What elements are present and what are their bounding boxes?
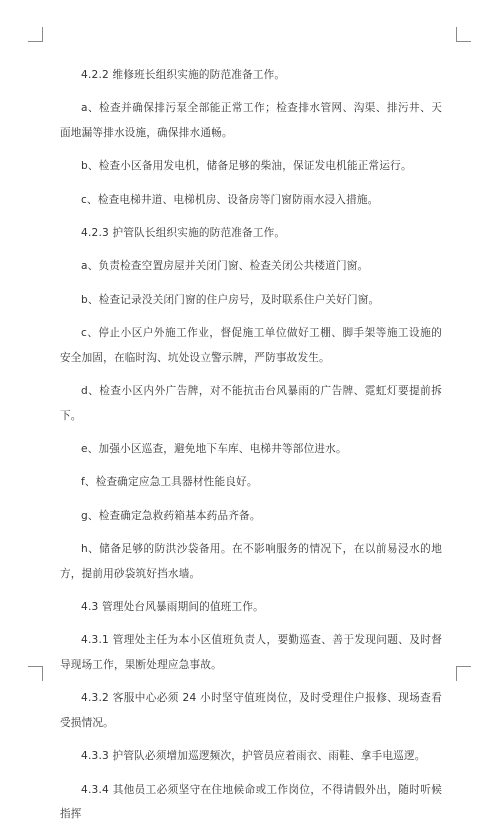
- paragraph-4-3-3: 4.3.3 护管队必须增加巡逻频次，护管员应着雨衣、雨鞋、拿手电巡逻。: [81, 750, 426, 763]
- paragraph-4-3-4: 4.3.4 其他员工必须坚守在住地候命或工作岗位，不得请假外出，随时听候指挥: [60, 783, 442, 821]
- paragraph-item-a: a、检查并确保排污泵全部能正常工作；检查排水管网、沟渠、排污井、天面地漏等排水设施，确保排水通畅。: [60, 102, 442, 139]
- paragraph-item-h: h、储备足够的防洪沙袋备用。在不影响服务的情况下，在以前易浸水的地方，提前用砂袋筑好挡水墙。: [60, 543, 442, 580]
- paragraph-item-b: b、检查记录没关闭门窗的住户房号，及时联系住户关好门窗。: [81, 293, 380, 306]
- paragraph-4-3-heading: 4.3 管理处台风暴雨期间的值班工作。: [81, 601, 264, 614]
- crop-mark-bottom-right: [456, 666, 471, 681]
- paragraph-item-c: c、检查电梯井道、电梯机房、设备房等门窗防雨水浸入措施。: [81, 193, 379, 206]
- crop-mark-bottom-left: [28, 666, 43, 681]
- crop-mark-top-left: [28, 27, 43, 42]
- paragraph-4-2-2-heading: 4.2.2 维修班长组织实施的防范准备工作。: [81, 69, 286, 81]
- paragraph-item-f: f、检查确定应急工具器材性能良好。: [81, 476, 258, 489]
- paragraph-item-e: e、加强小区巡查，避免地下车库、电梯井等部位进水。: [81, 443, 347, 456]
- paragraph-4-3-2: 4.3.2 客服中心必须 24 小时坚守值班岗位，及时受理住户报修、现场查看受损情况。: [60, 692, 442, 729]
- paragraph-item-d: d、检查小区内外广告牌，对不能抗击台风暴雨的广告牌、霓虹灯要提前拆下。: [60, 385, 442, 422]
- paragraph-4-2-3-heading: 4.2.3 护管队长组织实施的防范准备工作。: [81, 227, 286, 240]
- paragraph-item-g: g、检查确定急救药箱基本药品齐备。: [81, 509, 261, 522]
- crop-mark-top-right: [456, 27, 471, 42]
- document-body: [60, 63, 442, 836]
- paragraph-item-c: c、停止小区户外施工作业，督促施工单位做好工棚、脚手架等施工设施的安全加固，在临时沟、坑处设立警示牌，严防事故发生。: [60, 327, 442, 364]
- paragraph-4-3-1: 4.3.1 管理处主任为本小区值班负责人，要勤巡查、善于发现问题、及时督导现场工作，果断处理应急事故。: [60, 634, 442, 671]
- paragraph-item-a: a、负责检查空置房屋并关闭门窗、检查关闭公共楼道门窗。: [81, 260, 369, 273]
- paragraph-item-b: b、检查小区备用发电机，储备足够的柴油，保证发电机能正常运行。: [81, 160, 412, 173]
